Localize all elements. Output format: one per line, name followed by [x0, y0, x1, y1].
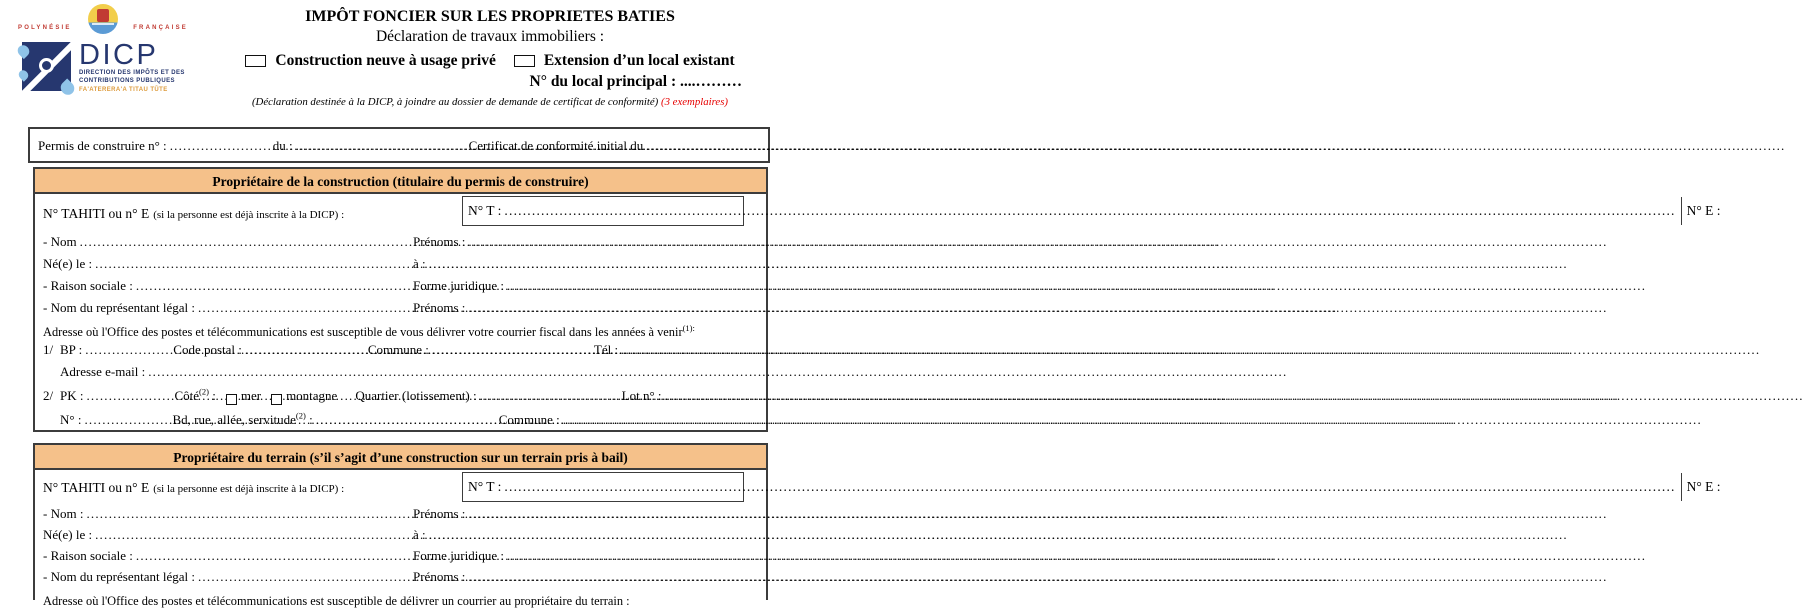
permit-date-label: du :	[272, 138, 293, 153]
nom-label: - Nom :	[43, 506, 84, 521]
row-representant	[35, 300, 766, 322]
quartier-field[interactable]	[480, 388, 610, 404]
section1-header: Propriétaire de la construction (titulaire du permis de construire)	[35, 169, 766, 194]
polynesie-text: POLYNÉSIE	[18, 25, 72, 31]
row-email	[35, 364, 766, 386]
prenoms-field[interactable]	[468, 234, 758, 250]
forme-juridique-label: Forme juridique :	[413, 548, 504, 563]
form-subtitle: Déclaration de travaux immobiliers :	[375, 28, 605, 45]
representant-field[interactable]	[198, 300, 403, 316]
row-nom	[35, 506, 766, 527]
lieu-naissance-field[interactable]	[429, 256, 758, 272]
bd-rue-field[interactable]	[316, 412, 481, 428]
permit-box	[28, 127, 770, 163]
row-naissance	[35, 527, 766, 548]
prenoms-label: Prénoms :	[413, 300, 466, 315]
prenoms-label: Prénoms :	[413, 234, 466, 249]
representant-field[interactable]	[198, 569, 403, 585]
nt-ne-box	[462, 472, 1721, 502]
prenoms-label: Prénoms :	[413, 506, 466, 521]
org-name-line1: DIRECTION DES IMPÔTS ET DES	[79, 70, 185, 76]
row-bp	[35, 342, 766, 364]
ne-label: N° E :	[1686, 479, 1721, 494]
a-label: à :	[413, 256, 426, 271]
numero-field[interactable]	[84, 412, 154, 428]
nom-field[interactable]	[86, 506, 403, 522]
checkbox-extension-local[interactable]	[514, 55, 535, 67]
tahiti-number-row	[35, 470, 1721, 506]
nom-field[interactable]	[80, 234, 403, 250]
declaration-type-options	[186, 52, 794, 70]
construction-neuve-label: Construction neuve à usage privé	[275, 52, 496, 69]
nt-label: N° T :	[468, 479, 502, 494]
nt-label: N° T :	[468, 203, 502, 218]
address-intro	[35, 322, 766, 342]
representant-prenoms-field[interactable]	[468, 569, 758, 585]
note-text: (Déclaration destinée à la DICP, à joindre au dossier de demande de certificat de conformité)	[251, 96, 659, 108]
commune-field-2[interactable]	[563, 412, 758, 428]
tahiti-note: (si la personne est déjà inscrite à la DICP) :	[153, 209, 345, 221]
checkbox-mer[interactable]	[226, 394, 237, 405]
prenoms-field[interactable]	[468, 506, 758, 522]
ne-le-field[interactable]	[95, 527, 403, 543]
quartier-label: Quartier (lotissement) :	[355, 388, 477, 403]
item-1-label: 1/	[43, 342, 54, 357]
section-proprietaire-construction	[33, 167, 1721, 432]
nom-label: - Nom	[43, 234, 77, 249]
cote-label: Côté$^{(2)}$ :	[174, 386, 216, 403]
row-raison-sociale	[35, 278, 766, 300]
org-name-line2: CONTRIBUTIONS PUBLIQUES	[79, 77, 175, 84]
nt-field[interactable]	[504, 203, 1675, 219]
representant-label: - Nom du représentant légal :	[43, 569, 195, 584]
row-naissance	[35, 256, 766, 278]
address-intro-text: Adresse où l'Office des postes et télécommunications est susceptible de délivrer un courrier au propriétaire du terrain :	[43, 594, 630, 608]
ne-le-label: Né(e) le :	[43, 527, 93, 542]
org-name-tahitian: FA'ATERERA'A TITAU TŪTE	[79, 87, 168, 93]
francaise-text: FRANÇAISE	[133, 25, 188, 31]
section2-header: Propriétaire du terrain (s’il s’agit d’une construction sur un terrain pris à bail)	[35, 445, 766, 470]
section-proprietaire-terrain	[33, 443, 1721, 608]
mer-label: mer	[240, 388, 262, 403]
address-intro-text: Adresse où l'Office des postes et télécommunications est susceptible de vous délivrer votre courrier fiscal dans les années à venir	[43, 325, 683, 339]
nt-field[interactable]	[504, 479, 1675, 495]
raison-sociale-label: - Raison sociale :	[43, 278, 133, 293]
certificate-date-field[interactable]	[646, 138, 760, 154]
forme-juridique-label: Forme juridique :	[413, 278, 504, 293]
polynesie-francaise-banner	[18, 4, 188, 37]
representant-prenoms-field[interactable]	[468, 300, 758, 316]
email-label: Adresse e-mail :	[60, 364, 146, 379]
raison-sociale-field[interactable]	[136, 548, 403, 564]
local-principal-label: N° du local principal : ....………	[529, 73, 742, 90]
certificate-label: Certificat de conformité initial du	[468, 138, 644, 153]
row-pk	[35, 388, 766, 410]
note-copies: (3 exemplaires)	[660, 96, 729, 108]
raison-sociale-label: - Raison sociale :	[43, 548, 133, 563]
ne-le-label: Né(e) le :	[43, 256, 93, 271]
permit-number-label: Permis de construire n° :	[38, 138, 167, 153]
tahiti-label: N° TAHITI ou n° E	[43, 206, 150, 221]
pk-label: PK :	[60, 388, 84, 403]
row-nom	[35, 234, 766, 256]
commune-label: Commune :	[367, 342, 429, 357]
footnote-2-marker: (2)	[295, 410, 306, 421]
raison-sociale-field[interactable]	[136, 278, 403, 294]
address-intro	[35, 590, 766, 610]
row-rue	[35, 412, 766, 434]
checkbox-montagne[interactable]	[271, 394, 282, 405]
lot-label: Lot n° :	[621, 388, 662, 403]
form-header	[186, 8, 794, 108]
forme-juridique-field[interactable]	[507, 278, 758, 294]
logo-ring-shape	[39, 58, 54, 73]
forme-juridique-field[interactable]	[507, 548, 758, 564]
lot-field[interactable]	[665, 388, 758, 404]
dicp-logo	[18, 4, 188, 96]
numero-label: N° :	[60, 412, 82, 427]
email-field[interactable]	[148, 364, 758, 380]
ne-le-field[interactable]	[95, 256, 403, 272]
permit-number-field[interactable]	[170, 138, 255, 154]
montagne-label: montagne	[286, 388, 338, 403]
commune-label: Commune :	[498, 412, 560, 427]
code-postal-label: Code postal :	[173, 342, 242, 357]
a-label: à :	[413, 527, 426, 542]
footnote-2-marker: (2)	[199, 386, 209, 397]
prenoms-label: Prénoms :	[413, 569, 466, 584]
representant-label: - Nom du représentant légal :	[43, 300, 195, 315]
polynesia-crest-icon	[88, 4, 118, 34]
extension-local-label: Extension d’un local existant	[543, 52, 735, 69]
bp-field[interactable]	[85, 342, 155, 358]
tahiti-label: N° TAHITI ou n° E	[43, 480, 150, 495]
tahiti-number-row	[35, 194, 1721, 234]
pk-field[interactable]	[86, 388, 156, 404]
row-representant	[35, 569, 766, 590]
permit-date-field[interactable]	[296, 138, 451, 154]
code-postal-field[interactable]	[245, 342, 350, 358]
tel-label: Tél :	[593, 342, 619, 357]
tahiti-note: (si la personne est déjà inscrite à la DICP) :	[153, 483, 345, 495]
ne-label: N° E :	[1686, 203, 1721, 218]
row-raison-sociale	[35, 548, 766, 569]
destination-note	[186, 96, 794, 108]
item-2-label: 2/	[43, 388, 54, 403]
commune-field[interactable]	[432, 342, 582, 358]
nt-ne-box	[462, 196, 1721, 226]
dicp-logo-icon	[18, 38, 74, 96]
bp-label: BP :	[60, 342, 83, 357]
checkbox-construction-neuve[interactable]	[245, 55, 266, 67]
footnote-1-marker: (1):	[682, 322, 695, 333]
form-title: IMPÔT FONCIER SUR LES PROPRIETES BATIES	[305, 8, 675, 25]
lieu-naissance-field[interactable]	[429, 527, 758, 543]
bd-rue-label: Bd, rue, allée, servitude$^{(2)}$ :	[172, 410, 313, 427]
tel-field[interactable]	[621, 342, 758, 358]
dicp-acronym: DICP	[79, 39, 159, 71]
